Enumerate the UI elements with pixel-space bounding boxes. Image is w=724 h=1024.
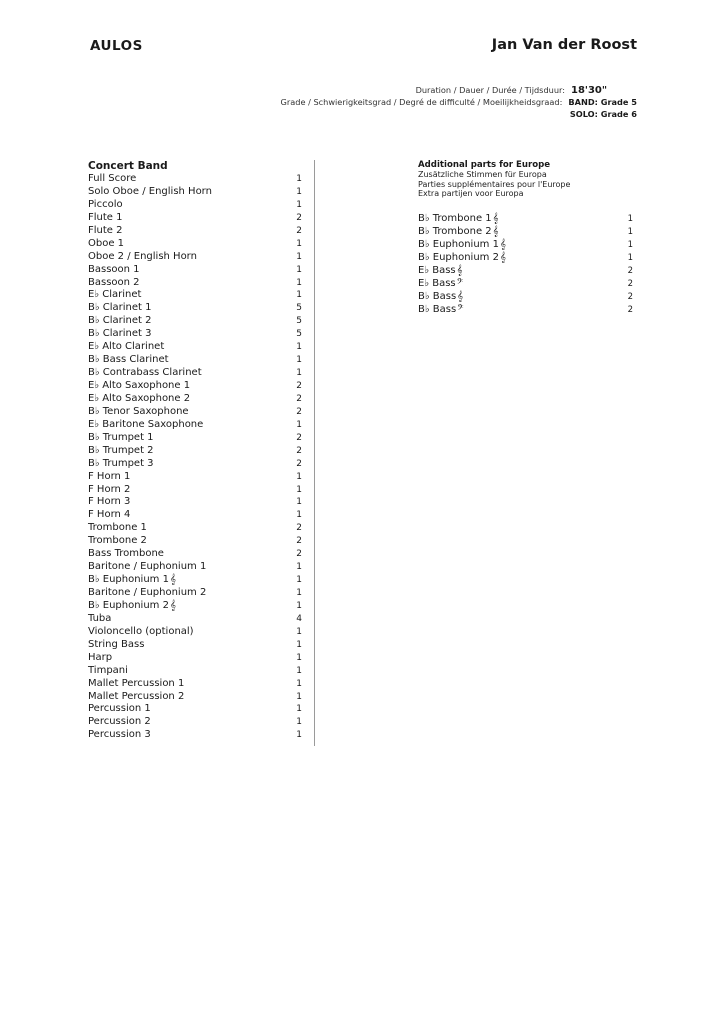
- part-quantity: 1: [296, 199, 302, 210]
- part-row: [418, 226, 633, 239]
- part-name-text: F Horn 4: [88, 509, 131, 521]
- part-row: [88, 600, 302, 613]
- part-quantity: 1: [296, 730, 302, 741]
- band-grade: BAND: Grade 5: [568, 97, 637, 107]
- part-quantity: 4: [296, 613, 302, 624]
- treble-clef-icon: 𝄞: [456, 264, 463, 276]
- part-quantity: 2: [296, 393, 302, 404]
- part-quantity: 1: [296, 419, 302, 430]
- part-name: [88, 199, 123, 212]
- part-name-text: Oboe 1: [88, 237, 125, 249]
- part-row: [418, 304, 633, 317]
- part-quantity: 5: [296, 329, 302, 340]
- part-quantity: 2: [627, 265, 633, 276]
- part-row: [88, 716, 302, 729]
- part-name: [88, 587, 206, 600]
- part-quantity: 2: [296, 225, 302, 236]
- part-name-text: B♭ Trumpet 1: [88, 431, 154, 443]
- part-name-text: B♭ Euphonium 2: [418, 251, 499, 263]
- part-name: [88, 406, 189, 419]
- part-name: [88, 626, 194, 639]
- part-name: [88, 613, 111, 626]
- part-name: [88, 289, 141, 302]
- grade-label: Grade / Schwierigkeitsgrad / Degré de difficulté / Moeilijkheidsgraad:: [280, 97, 563, 107]
- part-name-text: Bassoon 2: [88, 276, 140, 288]
- part-name-text: F Horn 3: [88, 496, 131, 508]
- part-quantity: 1: [296, 264, 302, 275]
- part-name-text: B♭ Euphonium 2: [88, 599, 169, 611]
- part-row: [88, 548, 302, 561]
- part-row: [88, 496, 302, 509]
- part-name: [88, 354, 169, 367]
- part-row: [418, 291, 633, 304]
- part-row: [88, 238, 302, 251]
- duration-label: Duration / Dauer / Durée / Tijdsduur:: [415, 85, 565, 95]
- part-name: [88, 458, 154, 471]
- europe-heading: Additional parts for Europe: [418, 160, 551, 170]
- part-quantity: 1: [296, 497, 302, 508]
- part-name-text: E♭ Bass: [418, 277, 456, 289]
- part-quantity: 2: [296, 212, 302, 223]
- europe-subtitle-de: Zusätzliche Stimmen für Europa: [418, 170, 547, 179]
- part-row: [88, 445, 302, 458]
- part-quantity: 2: [296, 523, 302, 534]
- part-row: [88, 613, 302, 626]
- part-quantity: 1: [296, 510, 302, 521]
- part-name: [88, 380, 190, 393]
- part-row: [88, 289, 302, 302]
- part-row: [88, 264, 302, 277]
- part-row: [88, 419, 302, 432]
- part-name: [418, 226, 499, 239]
- part-quantity: 1: [296, 238, 302, 249]
- europe-subtitles: [418, 170, 570, 199]
- part-name-text: F Horn 1: [88, 470, 131, 482]
- part-quantity: 1: [296, 665, 302, 676]
- part-name: [88, 703, 151, 716]
- part-row: [88, 561, 302, 574]
- part-name: [88, 665, 128, 678]
- part-row: [88, 432, 302, 445]
- part-name: [88, 639, 144, 652]
- part-name: [88, 561, 206, 574]
- part-name: [418, 252, 506, 265]
- part-name-text: F Horn 2: [88, 483, 131, 495]
- part-quantity: 1: [296, 484, 302, 495]
- part-row: [88, 587, 302, 600]
- part-name: [88, 315, 152, 328]
- part-name-text: B♭ Bass: [418, 303, 457, 315]
- bass-clef-icon: 𝄢: [457, 303, 464, 315]
- part-name-text: Bass Trombone: [88, 548, 164, 560]
- part-name: [88, 367, 202, 380]
- part-name: [88, 496, 130, 509]
- part-quantity: 2: [627, 278, 633, 289]
- part-name-text: Harp: [88, 651, 113, 663]
- part-name: [88, 264, 140, 277]
- part-name-text: B♭ Trombone 2: [418, 225, 492, 237]
- part-row: [88, 665, 302, 678]
- part-quantity: 1: [627, 226, 633, 237]
- part-row: [88, 574, 302, 587]
- part-name: [88, 574, 176, 587]
- part-row: [88, 302, 302, 315]
- part-name-text: String Bass: [88, 638, 145, 650]
- part-name: [88, 432, 154, 445]
- part-name: [88, 652, 112, 665]
- part-name-text: Flute 2: [88, 224, 123, 236]
- concert-band-heading: Concert Band: [88, 160, 168, 172]
- part-row: [418, 278, 633, 291]
- part-row: [418, 252, 633, 265]
- treble-clef-icon: 𝄞: [169, 599, 176, 611]
- part-row: [88, 639, 302, 652]
- part-row: [88, 277, 302, 290]
- part-name: [88, 277, 140, 290]
- part-quantity: 2: [627, 304, 633, 315]
- part-name: [88, 186, 212, 199]
- part-name-text: Oboe 2 / English Horn: [88, 250, 197, 262]
- part-row: [88, 393, 302, 406]
- part-name-text: Tuba: [88, 612, 112, 624]
- part-row: [88, 678, 302, 691]
- part-row: [88, 328, 302, 341]
- composer-name: Jan Van der Roost: [491, 37, 637, 53]
- part-quantity: 1: [296, 471, 302, 482]
- part-quantity: 5: [296, 316, 302, 327]
- part-row: [88, 691, 302, 704]
- part-quantity: 1: [296, 290, 302, 301]
- part-row: [88, 341, 302, 354]
- part-quantity: 1: [296, 652, 302, 663]
- concert-band-parts-list: [88, 173, 302, 742]
- part-name-text: B♭ Euphonium 1: [88, 574, 169, 586]
- part-row: [88, 471, 302, 484]
- part-name-text: Solo Oboe / English Horn: [88, 185, 212, 197]
- part-row: [88, 458, 302, 471]
- part-quantity: 1: [296, 626, 302, 637]
- part-quantity: 1: [296, 342, 302, 353]
- bass-clef-icon: 𝄢: [456, 277, 464, 289]
- part-name-text: Percussion 3: [88, 729, 151, 741]
- part-name-text: B♭ Bass Clarinet: [88, 354, 169, 366]
- part-row: [88, 406, 302, 419]
- grade-row: [281, 96, 637, 108]
- treble-clef-icon: 𝄞: [492, 213, 499, 224]
- part-name: [88, 173, 136, 186]
- treble-clef-icon: 𝄞: [169, 574, 176, 586]
- part-row: [418, 239, 633, 252]
- part-name-text: B♭ Bass: [418, 290, 457, 302]
- part-name-text: Mallet Percussion 1: [88, 677, 185, 689]
- part-name-text: Baritone / Euphonium 1: [88, 561, 207, 573]
- part-name-text: Percussion 1: [88, 703, 151, 715]
- part-name-text: Percussion 2: [88, 716, 151, 728]
- part-quantity: 1: [296, 277, 302, 288]
- part-name-text: Baritone / Euphonium 2: [88, 587, 207, 598]
- treble-clef-icon: 𝄞: [499, 238, 506, 250]
- part-name-text: Trombone 2: [88, 535, 147, 547]
- part-name: [88, 302, 152, 315]
- part-quantity: 1: [627, 214, 633, 224]
- work-metadata: [281, 84, 637, 120]
- part-name-text: Mallet Percussion 2: [88, 690, 185, 702]
- part-row: [88, 626, 302, 639]
- europe-subtitle-nl: Extra partijen voor Europa: [418, 189, 524, 199]
- part-row: [88, 484, 302, 497]
- part-name: [88, 471, 130, 484]
- part-name-text: E♭ Baritone Saxophone: [88, 418, 204, 430]
- part-name: [88, 238, 124, 251]
- part-name-text: B♭ Clarinet 3: [88, 328, 152, 340]
- part-quantity: 1: [296, 174, 302, 184]
- part-row: [418, 213, 633, 226]
- part-name-text: E♭ Bass: [418, 264, 456, 276]
- part-name-text: Full Score: [88, 173, 137, 184]
- duration-value: 18'30": [571, 85, 608, 96]
- part-row: [88, 212, 302, 225]
- part-quantity: 2: [296, 406, 302, 417]
- treble-clef-icon: 𝄞: [492, 225, 499, 237]
- part-name-text: B♭ Contrabass Clarinet: [88, 367, 202, 379]
- part-name-text: B♭ Trumpet 2: [88, 444, 154, 456]
- part-quantity: 1: [296, 355, 302, 366]
- part-name: [88, 691, 184, 704]
- part-name-text: Flute 1: [88, 211, 123, 223]
- work-title: AULOS: [90, 38, 143, 54]
- part-name: [418, 265, 463, 278]
- part-name-text: Piccolo: [88, 198, 123, 210]
- part-row: [88, 522, 302, 535]
- europe-subtitle-fr: Parties supplémentaires pour l'Europe: [418, 179, 571, 189]
- part-quantity: 2: [296, 458, 302, 469]
- part-quantity: 1: [296, 368, 302, 379]
- part-name: [88, 548, 164, 561]
- part-quantity: 2: [296, 432, 302, 443]
- part-quantity: 1: [627, 239, 633, 250]
- part-row: [88, 186, 302, 199]
- part-name: [88, 678, 184, 691]
- part-name-text: Bassoon 1: [88, 263, 140, 275]
- part-name-text: E♭ Alto Clarinet: [88, 341, 165, 353]
- part-quantity: 2: [296, 549, 302, 560]
- part-name: [88, 212, 122, 225]
- part-row: [88, 380, 302, 393]
- part-name: [88, 251, 197, 264]
- part-name: [88, 600, 176, 613]
- part-quantity: 1: [296, 562, 302, 573]
- part-quantity: 2: [296, 536, 302, 547]
- solo-grade-row: [281, 108, 637, 120]
- part-quantity: 2: [296, 445, 302, 456]
- part-quantity: 1: [296, 639, 302, 650]
- part-quantity: 1: [296, 186, 302, 197]
- part-quantity: 1: [296, 588, 302, 598]
- part-row: [88, 367, 302, 380]
- part-name-text: Violoncello (optional): [88, 625, 194, 637]
- part-name: [418, 239, 506, 252]
- part-quantity: 2: [627, 291, 633, 302]
- part-quantity: 1: [296, 717, 302, 728]
- part-quantity: 1: [296, 704, 302, 715]
- part-name: [88, 225, 122, 238]
- part-name: [88, 445, 154, 458]
- part-name: [418, 304, 464, 317]
- part-name-text: E♭ Clarinet: [88, 289, 142, 301]
- part-quantity: 1: [627, 252, 633, 263]
- part-name: [88, 729, 151, 742]
- part-row: [418, 265, 633, 278]
- duration-row: [281, 84, 637, 96]
- part-quantity: 5: [296, 303, 302, 314]
- part-quantity: 2: [296, 381, 302, 391]
- part-row: [88, 729, 302, 742]
- solo-grade: SOLO: Grade 6: [569, 109, 637, 119]
- part-name: [88, 535, 147, 548]
- part-name-text: Trombone 1: [88, 522, 147, 534]
- part-name: [418, 291, 463, 304]
- part-name-text: B♭ Trumpet 3: [88, 457, 154, 469]
- treble-clef-icon: 𝄞: [457, 290, 464, 302]
- part-name-text: B♭ Clarinet 1: [88, 302, 152, 314]
- part-name: [88, 484, 130, 497]
- treble-clef-icon: 𝄞: [499, 251, 506, 263]
- part-row: [88, 354, 302, 367]
- part-name-text: B♭ Euphonium 1: [418, 238, 499, 250]
- part-name: [88, 509, 130, 522]
- part-name: [88, 328, 152, 341]
- part-name: [88, 341, 164, 354]
- part-row: [88, 509, 302, 522]
- part-row: [88, 703, 302, 716]
- part-name: [88, 393, 190, 406]
- part-quantity: 1: [296, 251, 302, 262]
- column-divider: [314, 160, 315, 746]
- part-name-text: E♭ Alto Saxophone 2: [88, 392, 191, 404]
- part-quantity: 1: [296, 600, 302, 611]
- part-quantity: 1: [296, 678, 302, 689]
- part-name: [418, 213, 499, 226]
- part-name: [418, 278, 463, 291]
- part-name-text: Timpani: [88, 664, 128, 676]
- part-quantity: 1: [296, 691, 302, 702]
- part-row: [88, 251, 302, 264]
- part-name: [88, 522, 147, 535]
- part-row: [88, 173, 302, 186]
- part-name: [88, 419, 203, 432]
- part-name: [88, 716, 151, 729]
- europe-parts-list: [418, 213, 633, 317]
- part-quantity: 1: [296, 575, 302, 586]
- part-row: [88, 199, 302, 212]
- part-name-text: B♭ Clarinet 2: [88, 315, 152, 327]
- part-row: [88, 315, 302, 328]
- part-row: [88, 225, 302, 238]
- part-name-text: B♭ Tenor Saxophone: [88, 405, 189, 417]
- part-name-text: E♭ Alto Saxophone 1: [88, 380, 191, 391]
- part-row: [88, 535, 302, 548]
- part-row: [88, 652, 302, 665]
- part-name-text: B♭ Trombone 1: [418, 213, 492, 224]
